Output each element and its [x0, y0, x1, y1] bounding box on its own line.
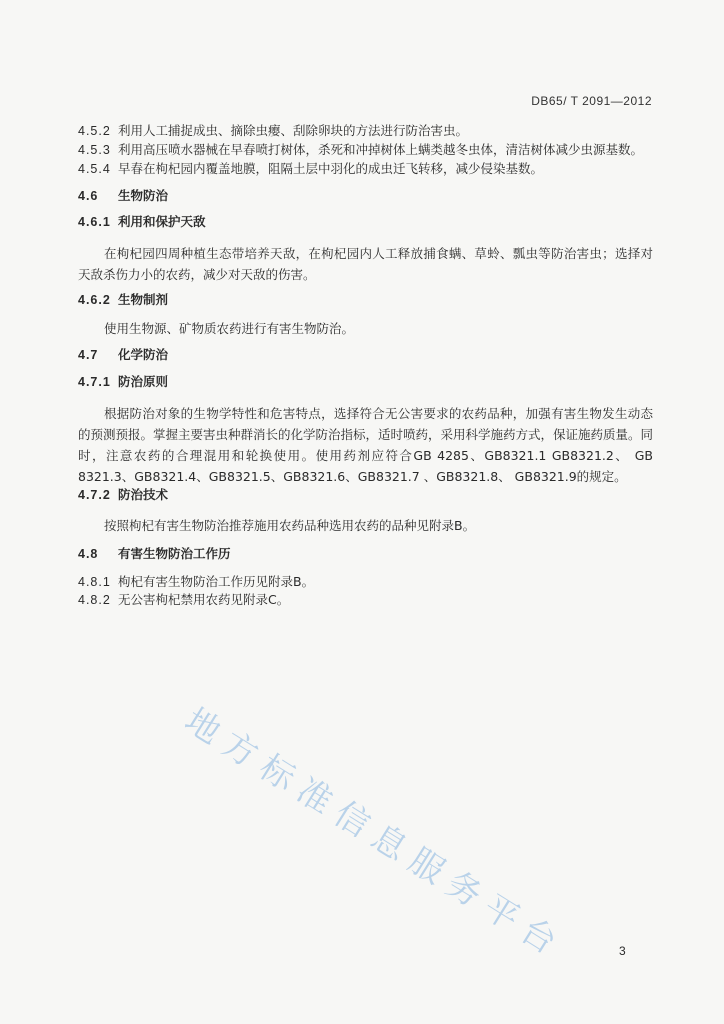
- section-title: 利用和保护天敌: [118, 214, 206, 229]
- section-4-6-2-heading: [78, 292, 168, 308]
- section-4-7-1-heading: [78, 374, 168, 390]
- section-title: 化学防治: [118, 347, 169, 362]
- section-number: 4.6: [78, 189, 99, 203]
- section-number: 4.6.1: [78, 215, 111, 229]
- section-4-6-2-body: 使用生物源、矿物质农药进行有害生物防治。: [104, 321, 355, 336]
- section-4-6-heading: [78, 188, 168, 204]
- clause-text: 早春在枸杞园内覆盖地膜，阻隔土层中羽化的成虫迁飞转移，减少侵染基数。: [118, 161, 544, 176]
- clause-number: 4.8.2: [78, 593, 111, 607]
- section-number: 4.7: [78, 348, 99, 362]
- clause-4-8-1: [78, 574, 314, 590]
- clause-number: 4.5.3: [78, 143, 111, 157]
- clause-text: 无公害枸杞禁用农药见附录C。: [118, 592, 290, 607]
- section-4-7-1-body: 根据防治对象的生物学特性和危害特点，选择符合无公害要求的农药品种，加强有害生物发生动态的预测预报。掌握主要害虫种群消长的化学防治指标，适时喷药，采用科学施药方式，保证施药质量。同时，注意农药的合理混用和轮换使用。使用药剂应符合GB 4285、GB8321.1 GB8321.2、 GB 8321.3、GB8321.4、GB8321.5、GB8321.6、GB8321.7 、GB8321.8、 GB8321.9的规定。: [78, 406, 654, 484]
- section-number: 4.7.2: [78, 488, 111, 502]
- clause-text: 利用人工捕捉成虫、摘除虫瘿、刮除卵块的方法进行防治害虫。: [118, 123, 469, 138]
- section-title: 防治原则: [118, 374, 169, 389]
- watermark-text: 地方标准信息服务平台: [177, 700, 572, 968]
- section-4-6-1-heading: [78, 214, 206, 230]
- clause-text: 枸杞有害生物防治工作历见附录B。: [118, 574, 315, 589]
- clause-number: 4.8.1: [78, 575, 111, 589]
- document-code: DB65/ T 2091—2012: [531, 94, 652, 108]
- section-title: 生物制剂: [118, 292, 169, 307]
- section-number: 4.7.1: [78, 375, 111, 389]
- section-4-7-2-heading: [78, 487, 168, 503]
- section-title: 防治技术: [118, 487, 169, 502]
- clause-4-5-2: [78, 123, 468, 139]
- clause-4-8-2: [78, 592, 289, 608]
- section-number: 4.6.2: [78, 293, 111, 307]
- section-title: 生物防治: [118, 188, 169, 203]
- section-4-6-1-body: 在枸杞园四周种植生态带培养天敌，在枸杞园内人工释放捕食螨、草蛉、瓢虫等防治害虫；选择对天敌杀伤力小的农药，减少对天敌的伤害。: [78, 246, 653, 282]
- clause-number: 4.5.2: [78, 124, 111, 138]
- section-number: 4.8: [78, 547, 99, 561]
- clause-number: 4.5.4: [78, 162, 111, 176]
- section-4-8-heading: [78, 546, 231, 562]
- clause-4-5-3: [78, 142, 643, 158]
- section-4-7-2-body: 按照枸杞有害生物防治推荐施用农药品种选用农药的品种见附录B。: [104, 518, 476, 533]
- clause-4-5-4: [78, 161, 543, 177]
- section-title: 有害生物防治工作历: [118, 546, 231, 561]
- page-number: 3: [619, 944, 626, 958]
- section-4-7-heading: [78, 347, 168, 363]
- clause-text: 利用高压喷水器械在早春喷打树体，杀死和冲掉树体上螨类越冬虫体，清洁树体减少虫源基数。: [118, 142, 644, 157]
